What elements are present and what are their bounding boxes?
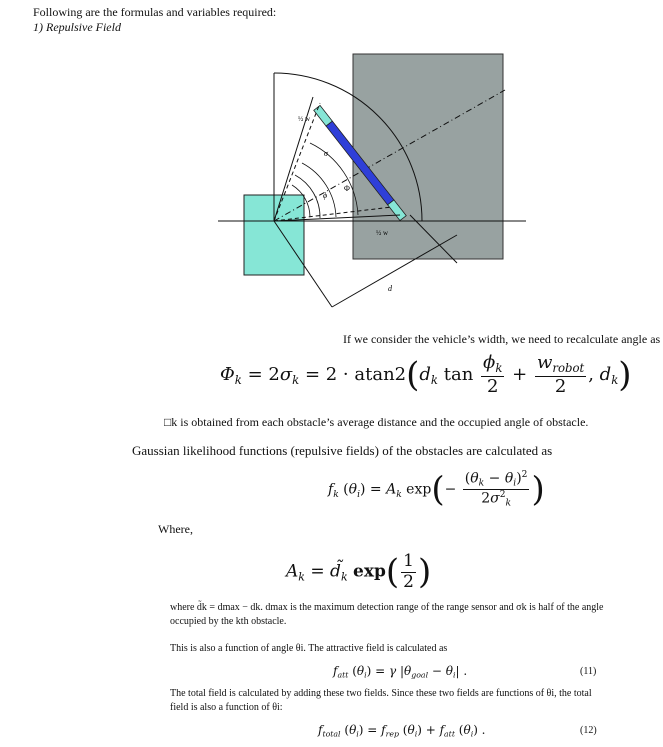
label-half-w-top: ½ w <box>298 115 311 123</box>
equation-phi-k: $\Phi_k = 2\sigma_k = 2 \cdot atan2(d_k$ tan $\frac{\phi_k}{2}$ + $\frac{w_{robot}}{2}$ , $d_k$) <box>220 352 632 397</box>
label-sigma: σ <box>324 149 328 158</box>
equation-gaussian: $f_k$ $(\theta_i) = A_k$ exp(− $\frac{(\theta_k - \theta_i)^2}{2\sigma^2_k}$ ) <box>328 469 545 510</box>
section-heading: 1) Repulsive Field <box>33 20 121 34</box>
label-phi: ϕ <box>323 191 328 200</box>
where-definition-line2: occupied by the kth obstacle. <box>170 616 287 627</box>
repulsive-field-diagram <box>210 45 540 315</box>
equation-f-att: $f_{att}$ $(\theta_i) = \gamma$ $|\theta_{goal} - \theta_i|$ . <box>333 664 468 680</box>
intro-text: Following are the formulas and variables required: <box>33 5 277 19</box>
dk-note: □k is obtained from each obstacle’s average distance and the occupied angle of obstacle. <box>164 415 589 429</box>
equation-f-total: $f_{total}$ $(\theta_i) = f_{rep}$ $(\theta_i) + f_{att}$ $(\theta_i)$ . <box>318 723 486 739</box>
label-Phi: Φ <box>344 184 350 193</box>
total-field-line2: field is also a function of θi: <box>170 702 283 713</box>
eq11-number: (11) <box>580 666 597 677</box>
equation-Ak: $A_k$ = $d̃_k$ exp( $\frac{1}{2}$ ) <box>286 551 432 593</box>
where-definition-line1: where d̃k = dmax − dk. dmax is the maximum detection range of the range sensor and σk is half of the angle <box>170 602 604 613</box>
where-label: Where, <box>158 522 193 536</box>
vehicle-width-note: If we consider the vehicle’s width, we need to recalculate angle as <box>343 332 661 346</box>
gaussian-intro: Gaussian likelihood functions (repulsive fields) of the obstacles are calculated as <box>132 443 553 458</box>
attractive-intro: This is also a function of angle θi. The attractive field is calculated as <box>170 643 448 654</box>
label-half-w-bottom: ½ w <box>376 229 389 237</box>
label-d: d <box>388 284 392 293</box>
total-field-line1: The total field is calculated by adding these two fields. Since these two fields are functions of θi, the total <box>170 688 592 699</box>
eq12-number: (12) <box>580 725 597 736</box>
